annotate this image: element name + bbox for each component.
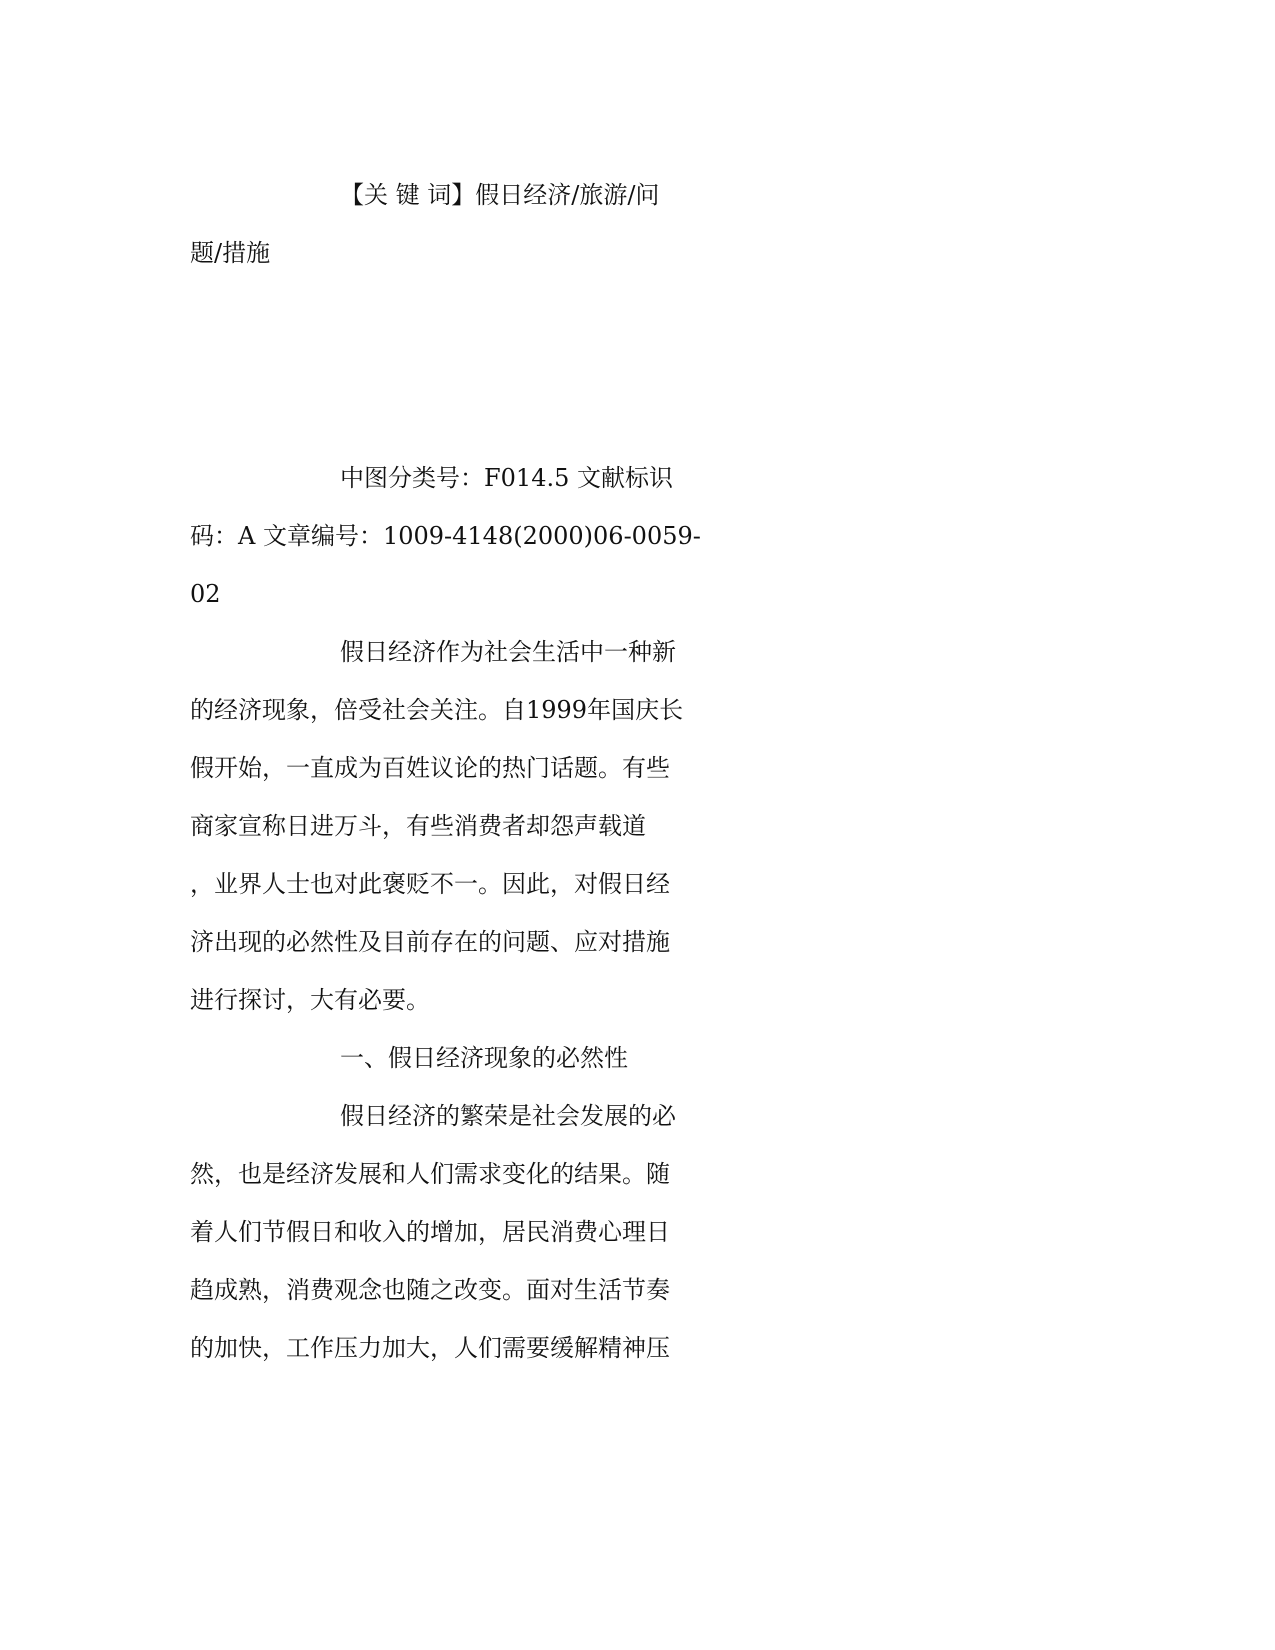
body-paragraph-1-line-4: 商家宣称日进万斗，有些消费者却怨声载道 (190, 812, 646, 840)
body-paragraph-1-line-6: 济出现的必然性及目前存在的问题、应对措施 (190, 928, 670, 956)
body-paragraph-1-line-5: ，业界人士也对此褒贬不一。因此，对假日经 (190, 870, 670, 898)
body-paragraph-1-line-2: 的经济现象，倍受社会关注。自1999年国庆长 (190, 696, 684, 724)
classification-line-1: 中图分类号：F014.5 文献标识 (340, 464, 673, 492)
keywords-line-2: 题/措施 (190, 239, 271, 267)
keywords-line-1: 【关 键 词】假日经济/旅游/问 (340, 181, 660, 209)
body-paragraph-2-line-4: 趋成熟，消费观念也随之改变。面对生活节奏 (190, 1276, 670, 1304)
classification-line-3: 02 (190, 580, 221, 608)
body-paragraph-2-line-5: 的加快，工作压力加大，人们需要缓解精神压 (190, 1334, 670, 1362)
body-paragraph-2-line-3: 着人们节假日和收入的增加，居民消费心理日 (190, 1218, 670, 1246)
body-paragraph-2-line-2: 然，也是经济发展和人们需求变化的结果。随 (190, 1160, 670, 1188)
section-heading: 一、假日经济现象的必然性 (340, 1044, 628, 1072)
body-paragraph-1-line-7: 进行探讨，大有必要。 (190, 986, 430, 1014)
classification-line-2: 码：A 文章编号：1009-4148(2000)06-0059- (190, 522, 701, 550)
body-paragraph-2-line-1: 假日经济的繁荣是社会发展的必 (340, 1102, 676, 1130)
body-paragraph-1-line-3: 假开始，一直成为百姓议论的热门话题。有些 (190, 754, 670, 782)
body-paragraph-1-line-1: 假日经济作为社会生活中一种新 (340, 638, 676, 666)
